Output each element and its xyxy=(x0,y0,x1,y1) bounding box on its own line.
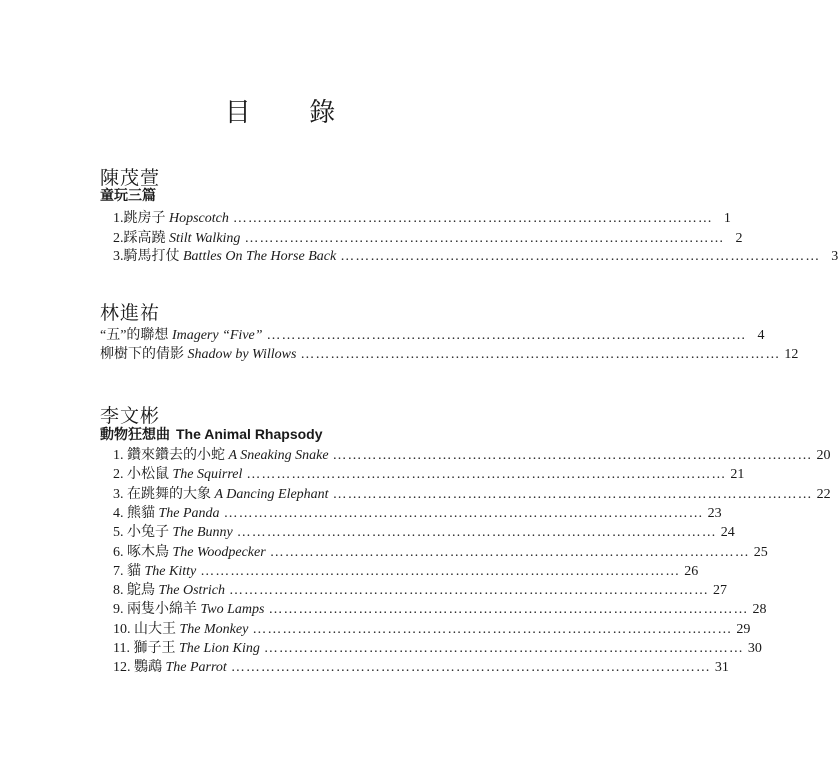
entry-title-zh: “五”的聯想 xyxy=(100,328,169,343)
work-title xyxy=(100,424,323,444)
entry-title-zh: 貓 xyxy=(127,563,141,579)
work-title-zh: 童玩三篇 xyxy=(100,189,156,204)
entry-title-zh: 獅子王 xyxy=(133,641,176,656)
entry-label xyxy=(113,618,248,638)
entry-number: 4. xyxy=(113,505,124,521)
entry-title-en: Imagery “Five” xyxy=(171,328,263,343)
leader-dots: …………………………………………………………………………………… xyxy=(268,602,749,618)
page-number: 20 xyxy=(816,448,831,463)
entry-title-en: The Squirrel xyxy=(172,467,243,483)
page-number: 25 xyxy=(753,544,768,560)
toc-entry[interactable] xyxy=(113,579,727,599)
entry-label xyxy=(113,656,227,676)
page-number: 22 xyxy=(816,486,831,502)
entry-title-zh: 騎馬打仗 xyxy=(123,249,180,264)
toc-entry[interactable] xyxy=(113,618,751,638)
entry-title-zh: 小松鼠 xyxy=(127,467,169,483)
page-number: 27 xyxy=(713,583,727,599)
entry-title-en: The Monkey xyxy=(179,621,249,637)
leader-dots: …………………………………………………………………………………… xyxy=(246,467,727,483)
leader-dots: …………………………………………………………………………………… xyxy=(200,563,681,579)
page-number: 31 xyxy=(714,660,729,676)
toc-entry[interactable] xyxy=(100,343,799,363)
toc-entry[interactable] xyxy=(113,227,743,247)
work-title-zh: 動物狂想曲 xyxy=(100,428,170,443)
entry-title-zh: 柳樹下的倩影 xyxy=(100,347,184,362)
entry-title-en: The Bunny xyxy=(172,525,233,541)
page-number: 23 xyxy=(707,505,722,521)
entry-title-zh: 兩隻小綿羊 xyxy=(127,602,197,618)
entry-title-zh: 在跳舞的大象 xyxy=(127,486,211,502)
leader-dots: …………………………………………………………………………………… xyxy=(300,347,781,362)
entry-title-en: The Woodpecker xyxy=(172,544,266,560)
entry-title-zh: 小兔子 xyxy=(127,525,169,541)
toc-entry[interactable] xyxy=(113,541,768,561)
entry-number: 3. xyxy=(113,249,124,264)
page-number: 12 xyxy=(784,347,799,362)
toc-entry[interactable] xyxy=(113,245,838,265)
entry-number: 1. xyxy=(113,448,124,463)
entry-number: 3. xyxy=(113,486,124,502)
entry-number: 1. xyxy=(113,211,124,226)
entry-title-zh: 鴕鳥 xyxy=(127,583,155,599)
toc-entry[interactable] xyxy=(113,483,831,503)
entry-title-en: The Lion King xyxy=(178,641,260,656)
leader-dots: …………………………………………………………………………………… xyxy=(332,486,813,502)
leader-dots: …………………………………………………………………………………… xyxy=(266,328,747,343)
author-name: 陳茂萱 xyxy=(100,168,161,189)
entry-title-en: Shadow by Willows xyxy=(187,347,297,362)
entry-title-en: Battles On The Horse Back xyxy=(183,249,337,264)
entry-title-en: The Parrot xyxy=(165,660,227,676)
author-name: 李文彬 xyxy=(100,406,161,427)
toc-entry[interactable] xyxy=(113,521,735,541)
entry-title-en: Stilt Walking xyxy=(169,231,241,246)
entry-number: 7. xyxy=(113,563,124,579)
page-number: 3 xyxy=(831,249,838,264)
entry-title-zh: 踩高蹺 xyxy=(123,231,166,246)
toc-entry[interactable] xyxy=(100,324,765,344)
page-number: 24 xyxy=(720,525,735,541)
entry-title-en: A Dancing Elephant xyxy=(214,486,329,502)
toc-entry[interactable] xyxy=(113,637,762,657)
entry-label xyxy=(100,324,263,344)
entry-label xyxy=(100,343,296,363)
leader-dots: …………………………………………………………………………………… xyxy=(252,621,733,637)
entry-label xyxy=(113,560,196,580)
entry-label xyxy=(113,502,220,522)
page-number: 28 xyxy=(752,602,767,618)
entry-label xyxy=(113,521,233,541)
toc-entry[interactable] xyxy=(113,463,745,483)
page-number: 26 xyxy=(684,563,699,579)
entry-title-zh: 熊貓 xyxy=(127,505,155,521)
entry-title-en: The Kitty xyxy=(144,563,197,579)
leader-dots: …………………………………………………………………………………… xyxy=(223,505,704,521)
entry-title-zh: 跳房子 xyxy=(123,211,166,226)
toc-entry[interactable] xyxy=(113,502,722,522)
leader-dots: …………………………………………………………………………………… xyxy=(340,249,821,264)
entry-title-en: The Panda xyxy=(158,505,220,521)
entry-label xyxy=(113,598,264,618)
entry-label xyxy=(113,637,260,657)
toc-entry[interactable] xyxy=(113,444,831,464)
page-number: 2 xyxy=(735,231,743,246)
page-number: 21 xyxy=(730,467,745,483)
entry-label xyxy=(113,207,229,227)
leader-dots: …………………………………………………………………………………… xyxy=(230,660,711,676)
entry-label xyxy=(113,227,240,247)
entry-label xyxy=(113,579,225,599)
leader-dots: …………………………………………………………………………………… xyxy=(232,211,713,226)
entry-title-en: A Sneaking Snake xyxy=(228,448,329,463)
entry-title-zh: 鑽來鑽去的小蛇 xyxy=(127,448,225,463)
leader-dots: …………………………………………………………………………………… xyxy=(236,525,717,541)
page-number: 4 xyxy=(757,328,765,343)
entry-title-zh: 山大王 xyxy=(134,621,176,637)
entry-label xyxy=(113,463,242,483)
entry-title-en: Two Lamps xyxy=(200,602,265,618)
toc-entry[interactable] xyxy=(113,560,699,580)
entry-number: 6. xyxy=(113,544,124,560)
toc-entry[interactable] xyxy=(113,598,767,618)
entry-number: 9. xyxy=(113,602,124,618)
author-name: 林進祐 xyxy=(100,303,161,324)
work-title-en: The Animal Rhapsody xyxy=(176,426,323,442)
entry-number: 2. xyxy=(113,467,124,483)
page-number: 1 xyxy=(723,211,731,226)
leader-dots: …………………………………………………………………………………… xyxy=(263,641,744,656)
leader-dots: …………………………………………………………………………………… xyxy=(229,583,709,599)
entry-number: 8. xyxy=(113,583,124,599)
leader-dots: …………………………………………………………………………………… xyxy=(332,448,813,463)
entry-number: 11. xyxy=(113,641,130,656)
work-title xyxy=(100,185,156,205)
entry-number: 10. xyxy=(113,621,131,637)
page-title: 目 錄 xyxy=(224,98,362,127)
leader-dots: …………………………………………………………………………………… xyxy=(244,231,725,246)
page-number: 29 xyxy=(736,621,751,637)
toc-entry[interactable] xyxy=(113,656,729,676)
page-number: 30 xyxy=(747,641,762,656)
entry-label xyxy=(113,483,329,503)
leader-dots: …………………………………………………………………………………… xyxy=(269,544,750,560)
entry-label xyxy=(113,245,336,265)
entry-title-en: Hopscotch xyxy=(169,211,229,226)
entry-title-en: The Ostrich xyxy=(158,583,225,599)
entry-label xyxy=(113,444,329,464)
entry-title-zh: 鸚鵡 xyxy=(134,660,162,676)
entry-title-zh: 啄木鳥 xyxy=(127,544,169,560)
entry-number: 2. xyxy=(113,231,124,246)
entry-number: 5. xyxy=(113,525,124,541)
entry-label xyxy=(113,541,266,561)
entry-number: 12. xyxy=(113,660,131,676)
toc-entry[interactable] xyxy=(113,207,731,227)
